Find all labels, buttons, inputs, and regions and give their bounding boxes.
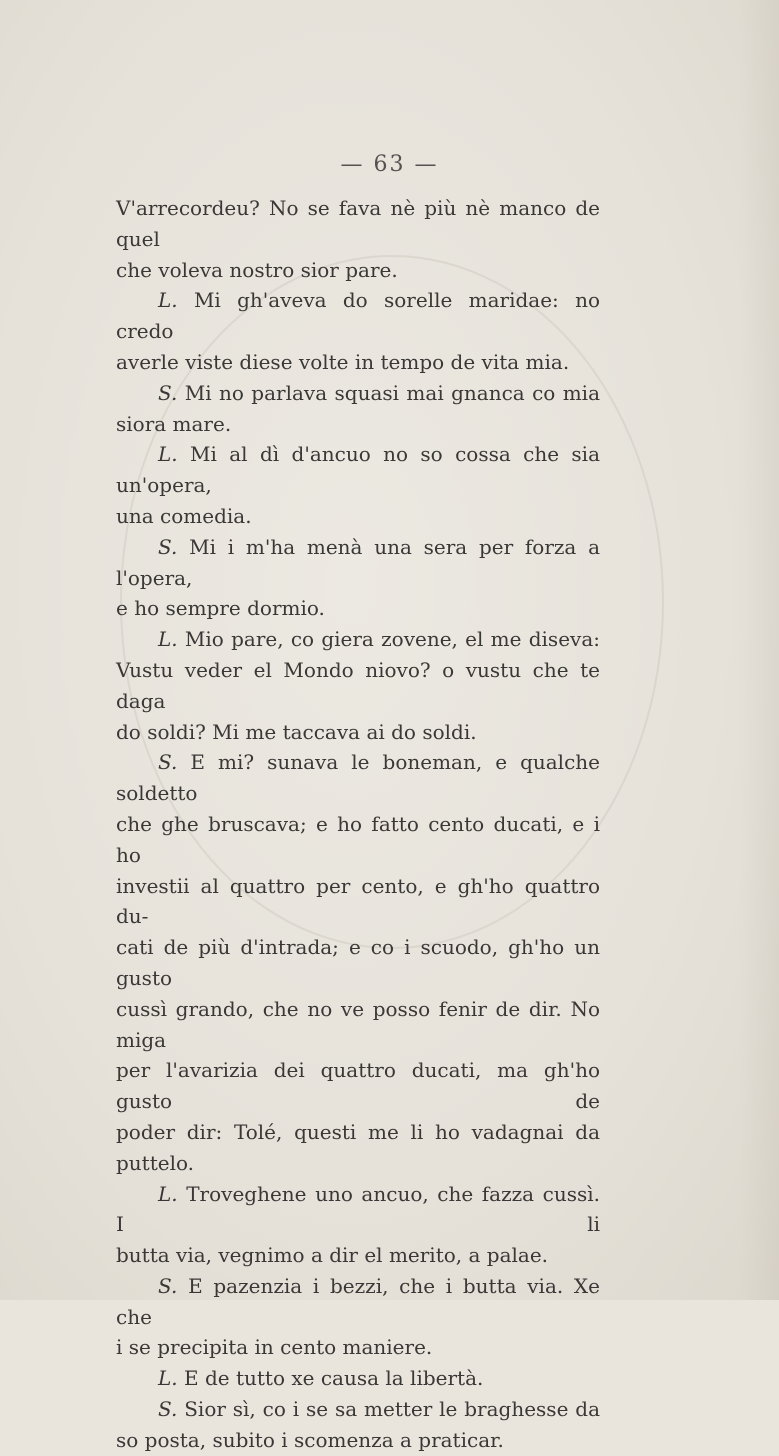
paragraph-line — [116, 1179, 600, 1241]
paragraph-line — [116, 439, 600, 501]
paragraph-line: do soldi? Mi me taccava ai do soldi. — [116, 719, 477, 744]
paragraph-line: siora mare. — [116, 411, 232, 436]
paragraph-line — [116, 624, 600, 655]
speaker-label: L. — [158, 627, 178, 652]
paragraph-line: che voleva nostro sior pare. — [116, 257, 398, 282]
paragraph-line — [116, 747, 600, 809]
line-text: E de tutto xe causa la libertà. — [184, 1366, 484, 1391]
speaker-label: S. — [158, 750, 178, 775]
paragraph-line: e ho sempre dormio. — [116, 596, 325, 621]
line-text: Mi gh'aveva do sorelle maridae: no credo — [116, 288, 600, 344]
paragraph-line — [116, 532, 600, 594]
paragraph-line — [116, 1394, 600, 1425]
line-text: Mi i m'ha menà una sera per forza a l'opera, — [116, 534, 600, 590]
line-text: E pazenzia i bezzi, che i butta via. Xe che — [116, 1273, 600, 1329]
paragraph-line: cussì grando, che no ve posso fenir de dir. No miga — [116, 996, 600, 1052]
paragraph-line: Vustu veder el Mondo niovo? o vustu che te daga — [116, 657, 600, 713]
paragraph-line: V'arrecordeu? No se fava nè più nè manco de quel — [116, 196, 600, 251]
page-edge-shadow — [739, 0, 779, 1300]
line-text: Mi al dì d'ancuo no so cossa che sia un'opera, — [116, 442, 601, 498]
speaker-label: L. — [158, 288, 178, 313]
speaker-label: S. — [158, 1273, 178, 1298]
speaker-label: S. — [158, 534, 178, 559]
paragraph-line: che ghe bruscava; e ho fatto cento ducati, e i ho — [116, 811, 600, 867]
line-text: Mio pare, co giera zovene, el me diseva: — [184, 627, 600, 652]
text-body — [116, 193, 600, 1456]
speaker-label: S. — [158, 1397, 178, 1422]
paragraph-line: averle viste diese volte in tempo de vita mia. — [116, 349, 570, 374]
line-text: Mi no parlava squasi mai gnanca co mia — [184, 380, 600, 405]
speaker-label: L. — [158, 442, 178, 467]
paragraph-line: investii al quattro per cento, e gh'ho quattro du- — [116, 873, 600, 929]
paragraph-line: cati de più d'intrada; e co i scuodo, gh'ho un gusto — [116, 935, 600, 990]
line-text: Sior sì, co i se sa metter le braghesse da — [184, 1397, 600, 1422]
paragraph-line — [116, 285, 600, 347]
paragraph-line: una comedia. — [116, 503, 252, 528]
paragraph-line: per l'avarizia dei quattro ducati, ma gh'ho gusto de — [116, 1058, 600, 1114]
speaker-label: L. — [158, 1366, 178, 1391]
line-text: Troveghene uno ancuo, che fazza cussì. I li — [116, 1181, 600, 1237]
line-text: E mi? sunava le boneman, e qualche soldetto — [116, 750, 600, 806]
paragraph-line: poder dir: Tolé, questi me li ho vadagnai da puttelo. — [116, 1119, 600, 1175]
paragraph-line: butta via, vegnimo a dir el merito, a palae. — [116, 1243, 549, 1268]
paragraph-line — [116, 1363, 600, 1394]
speaker-label: L. — [158, 1181, 178, 1206]
paragraph-line — [116, 378, 600, 409]
page-number: — 63 — — [340, 152, 439, 177]
paragraph-line: so posta, subito i scomenza a praticar. — [116, 1427, 504, 1452]
paragraph-line — [116, 1271, 600, 1333]
paragraph-line: i se precipita in cento maniere. — [116, 1335, 433, 1360]
speaker-label: S. — [158, 380, 178, 405]
